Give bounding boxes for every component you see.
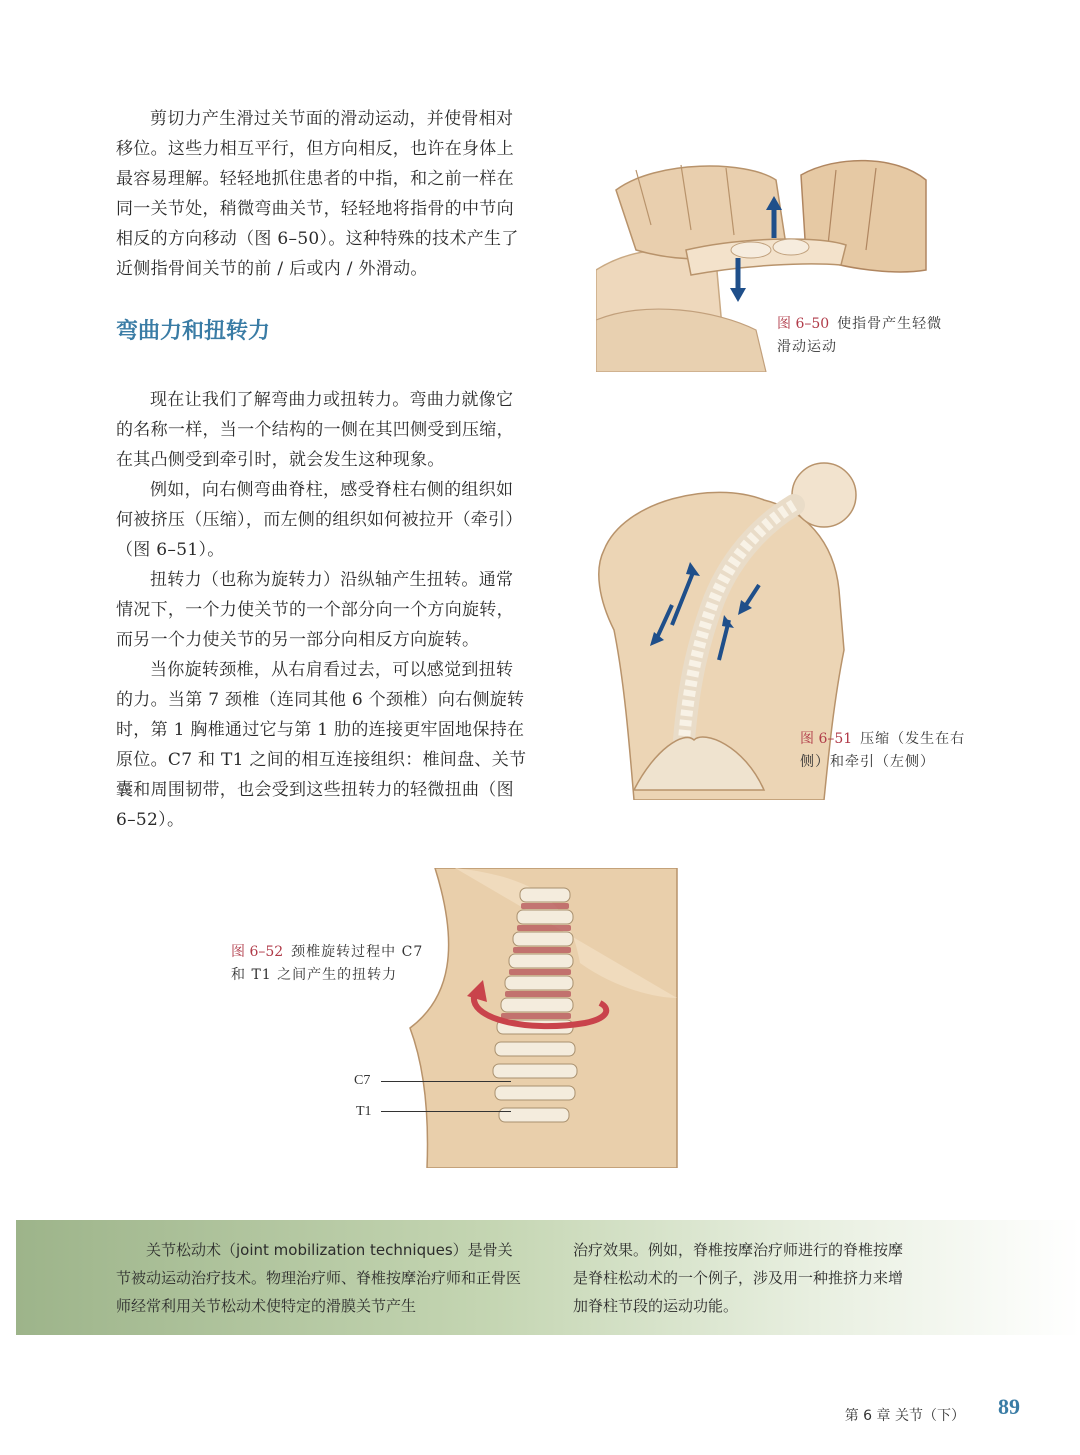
page-number: 89 xyxy=(998,1394,1020,1419)
cervical-torsion-illustration xyxy=(405,868,685,1168)
chapter-footer: 第 6 章 关节（下） xyxy=(844,1408,965,1424)
paragraph-torsion: 扭转力（也称为旋转力）沿纵轴产生扭转。通常情况下，一个力使关节的一个部分向一个方向旋转，而另一个力使关节的另一部分向相反方向旋转。 xyxy=(116,570,514,650)
figure-6-51-text: 压缩（发生在右侧）和牵引（左侧） xyxy=(800,731,966,770)
info-box-left-text: 关节松动术（joint mobilization techniques）是骨关节被动运动治疗技术。物理治疗师、脊椎按摩治疗师和正骨医师经常利用关节松动术使特定的滑膜关节产生 xyxy=(116,1241,522,1315)
info-box xyxy=(16,1220,1080,1335)
figure-6-51-number: 图 6–51 xyxy=(800,731,853,747)
paragraph-neck-rotation: 当你旋转颈椎，从右肩看过去，可以感觉到扭转的力。当第 7 颈椎（连同其他 6 个颈椎）向右侧旋转时，第 1 胸椎通过它与第 1 肋的连接更牢固地保持在原位。C7 和 T1 之间的相互连接组织：椎间盘、关节囊和周围韧带，也会受到这些扭转力的轻微扭曲（图 6–52）。 xyxy=(116,660,527,830)
figure-6-52-image xyxy=(405,868,685,1168)
label-c7: C7 xyxy=(354,1073,371,1088)
info-box-right-text: 治疗效果。例如，脊椎按摩治疗师进行的脊椎按摩是脊柱松动术的一个例子，涉及用一种推挤力来增加脊柱节段的运动功能。 xyxy=(573,1241,904,1315)
paragraph-bending-example: 例如，向右侧弯曲脊柱，感受脊柱右侧的组织如何被挤压（压缩），而左侧的组织如何被拉开（牵引）（图 6–51）。 xyxy=(116,480,523,560)
label-t1: T1 xyxy=(356,1104,372,1119)
leader-line-c7 xyxy=(381,1081,511,1082)
figure-6-52-caption xyxy=(231,941,431,987)
figure-6-50-text: 使指骨产生轻微滑动运动 xyxy=(777,316,943,355)
paragraph-bending-intro: 现在让我们了解弯曲力或扭转力。弯曲力就像它的名称一样，当一个结构的一侧在其凹侧受到压缩，在其凸侧受到牵引时，就会发生这种现象。 xyxy=(116,390,514,470)
figure-6-52-text: 颈椎旋转过程中 C7 和 T1 之间产生的扭转力 xyxy=(231,944,424,983)
leader-line-t1 xyxy=(381,1111,511,1112)
figure-6-51-caption xyxy=(800,728,980,774)
figure-6-50-caption xyxy=(777,313,947,359)
figure-6-50-number: 图 6–50 xyxy=(777,316,830,332)
section-heading: 弯曲力和扭转力 xyxy=(116,319,271,344)
paragraph-shear-force: 剪切力产生滑过关节面的滑动运动，并使骨相对移位。这些力相互平行，但方向相反，也许在身体上最容易理解。轻轻地抓住患者的中指，和之前一样在同一关节处，稍微弯曲关节，轻轻地将指骨的中节向相反的方向移动（图 6–50）。这种特殊的技术产生了近侧指骨间关节的前 / 后或内 / 外滑动。 xyxy=(116,109,519,279)
figure-6-52-number: 图 6–52 xyxy=(231,944,284,960)
